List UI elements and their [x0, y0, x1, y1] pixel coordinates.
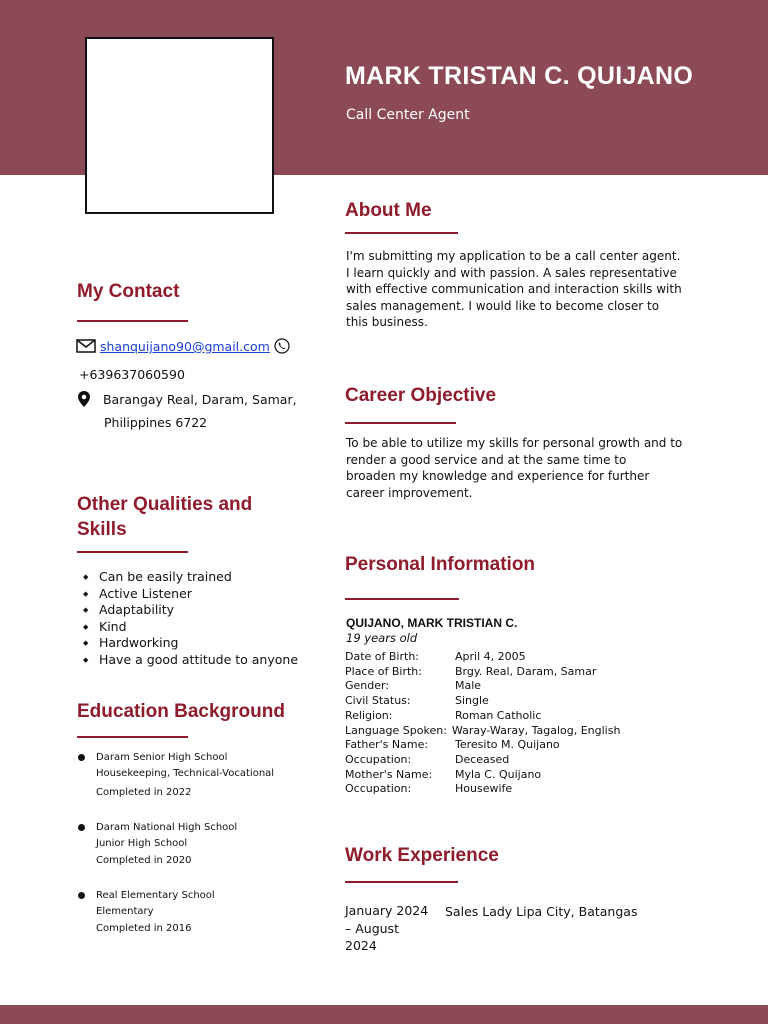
objective-line: broaden my knowledge and experience for further — [346, 469, 650, 484]
email-link[interactable]: shanquijano90@gmail.com — [99, 339, 270, 354]
contact-phone: +639637060590 — [79, 367, 185, 382]
row-value: Waray-Waray, Tagalog, English — [451, 723, 621, 737]
work-date-line: 2024 — [345, 938, 377, 953]
skill-item: ◆ Can be easily trained — [83, 569, 298, 586]
work-heading-rule — [345, 881, 458, 883]
about-heading-rule — [345, 232, 458, 234]
skill-item: ◆ Have a good attitude to anyone — [83, 652, 298, 669]
education-program: Elementary — [96, 906, 154, 917]
skills-list — [83, 569, 298, 668]
about-line: I learn quickly and with passion. A sales representative — [346, 265, 677, 280]
personal-info-row — [345, 782, 620, 797]
contact-heading-rule — [77, 320, 188, 322]
row-value: Teresito M. Quijano — [455, 738, 560, 752]
work-date — [345, 902, 440, 955]
address-line-1: Barangay Real, Daram, Samar, — [102, 392, 297, 407]
personal-info-row — [345, 738, 620, 753]
personal-age: 19 years old — [346, 631, 418, 645]
work-date-line: January 2024 — [345, 903, 429, 918]
objective-heading: Career Objective — [345, 385, 497, 406]
objective-line: career improvement. — [346, 485, 473, 500]
skills-heading-line-2: Skills — [77, 519, 127, 540]
objective-line: To be able to utilize my skills for personal growth and to — [346, 436, 683, 450]
work-description: Sales Lady Lipa City, Batangas — [445, 904, 638, 919]
education-heading: Education Background — [77, 701, 285, 722]
personal-info-row — [345, 665, 620, 680]
personal-info-row — [345, 753, 620, 768]
row-value: Brgy. Real, Daram, Samar — [455, 664, 597, 678]
row-label: Mother's Name: — [345, 767, 433, 781]
row-label: Place of Birth: — [345, 664, 422, 678]
personal-full-name: QUIJANO, MARK TRISTIAN C. — [346, 616, 518, 630]
personal-info-row — [345, 724, 620, 739]
row-label: Gender: — [345, 679, 390, 693]
objective-line: render a good service and at the same time to — [346, 452, 627, 467]
skill-item: ◆ Active Listener — [83, 586, 298, 603]
education-school: Real Elementary School — [96, 890, 215, 901]
row-value: Male — [455, 679, 482, 693]
education-school: Daram Senior High School — [96, 752, 228, 763]
bullet-icon — [78, 754, 85, 761]
personal-info-row — [345, 694, 620, 709]
row-value: Single — [455, 694, 489, 708]
row-label: Occupation: — [345, 782, 412, 796]
about-text — [346, 248, 682, 331]
education-completed: Completed in 2022 — [96, 787, 192, 798]
row-label: Language Spoken: — [345, 723, 447, 737]
row-label: Date of Birth: — [345, 650, 420, 663]
education-program: Junior High School — [96, 838, 188, 849]
personal-info-row — [345, 709, 620, 724]
education-item — [78, 820, 237, 869]
skill-item: ◆ Adaptability — [83, 602, 298, 619]
candidate-name: MARK TRISTAN C. QUIJANO — [345, 62, 694, 90]
contact-address-row — [77, 390, 297, 411]
about-line: sales management. I would like to become closer to — [346, 298, 660, 313]
skills-heading-rule — [77, 551, 188, 553]
skill-item: ◆ Kind — [83, 619, 298, 636]
location-pin-icon — [77, 390, 91, 411]
row-label: Occupation: — [345, 752, 412, 766]
objective-heading-rule — [345, 422, 456, 424]
row-value: Deceased — [455, 752, 510, 766]
work-date-line: – August — [345, 920, 399, 936]
phone-icon — [274, 338, 290, 357]
contact-heading: My Contact — [77, 281, 180, 302]
mail-icon — [76, 339, 96, 356]
personal-info-heading: Personal Information — [345, 554, 536, 575]
personal-info-row — [345, 679, 620, 694]
objective-text — [346, 435, 682, 501]
footer-band — [0, 1005, 768, 1024]
row-value: Roman Catholic — [455, 708, 542, 722]
education-program: Housekeeping, Technical-Vocational — [96, 768, 275, 779]
skills-heading-line-1: Other Qualities and — [77, 494, 253, 515]
education-item — [78, 750, 274, 801]
candidate-role: Call Center Agent — [346, 107, 470, 123]
bullet-icon — [78, 824, 85, 831]
about-line: I'm submitting my application to be a call center agent. — [346, 249, 681, 263]
profile-photo-placeholder — [85, 37, 274, 214]
contact-email-row — [76, 338, 290, 357]
personal-info-heading-rule — [345, 598, 459, 600]
education-completed: Completed in 2020 — [96, 855, 192, 866]
about-line: this business. — [346, 315, 428, 330]
education-item — [78, 888, 215, 937]
education-heading-rule — [77, 736, 188, 738]
row-label: Religion: — [345, 708, 393, 722]
education-school: Daram National High School — [96, 822, 238, 833]
row-label: Civil Status: — [345, 694, 411, 708]
education-completed: Completed in 2016 — [96, 923, 192, 934]
row-value: Myla C. Quijano — [455, 767, 542, 781]
row-value: April 4, 2005 — [455, 650, 526, 663]
address-line-2: Philippines 6722 — [104, 415, 208, 430]
about-heading: About Me — [345, 200, 432, 221]
skills-heading — [77, 492, 252, 542]
row-label: Father's Name: — [345, 738, 429, 752]
personal-info-row — [345, 768, 620, 783]
bullet-icon — [78, 892, 85, 899]
personal-info-table — [345, 650, 620, 797]
about-line: with effective communication and interaction skills with — [346, 282, 682, 297]
personal-info-row — [345, 650, 620, 665]
work-heading: Work Experience — [345, 845, 499, 866]
row-value: Housewife — [455, 782, 513, 796]
skill-item: ◆ Hardworking — [83, 635, 298, 652]
